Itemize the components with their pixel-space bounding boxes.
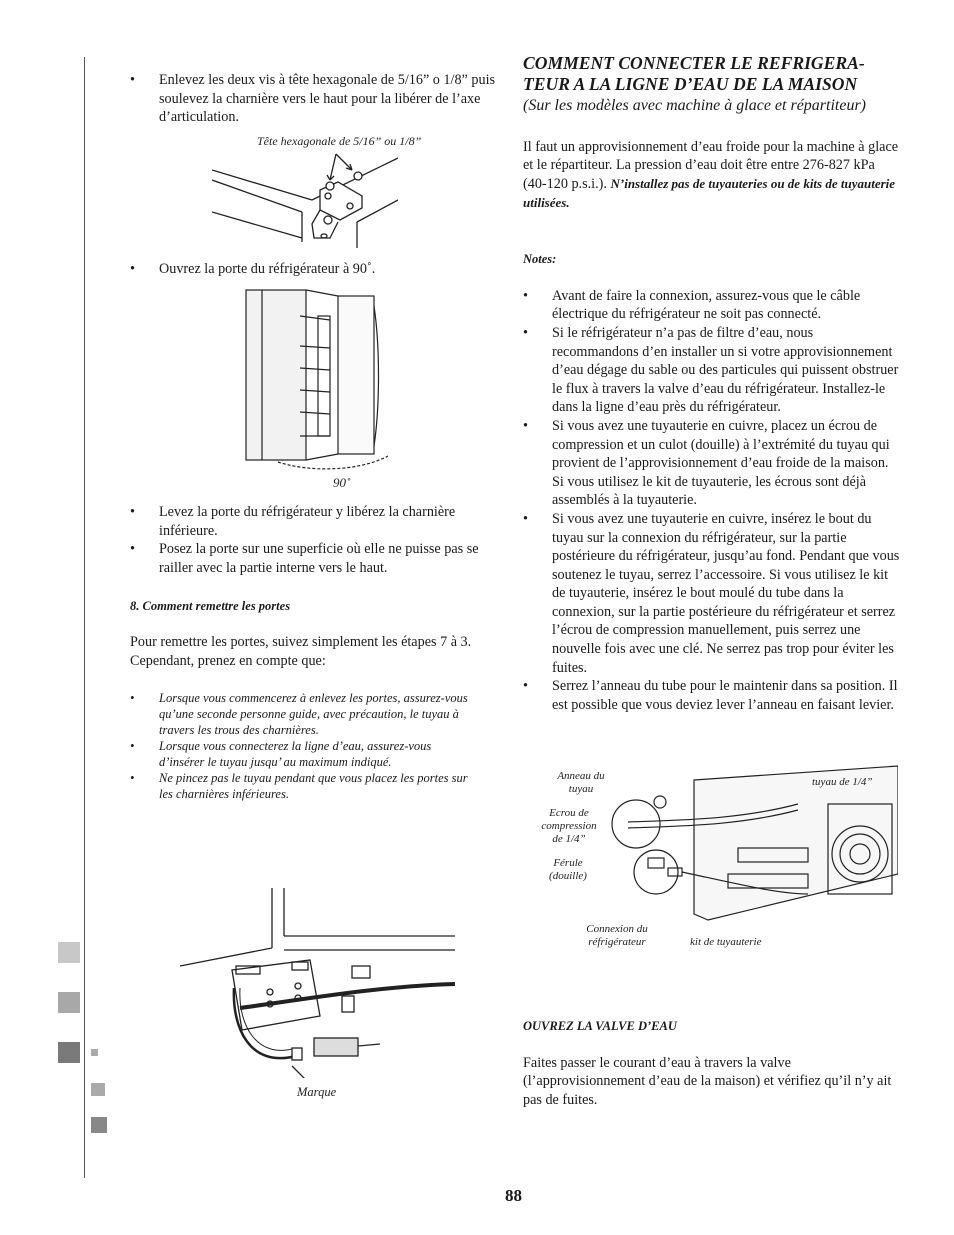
- bullet-place-door: • Posez la porte sur une superficie où elle ne puisse pas se railler avec la partie interne vers le haut.: [130, 540, 508, 577]
- left-bullet-2: [130, 260, 508, 279]
- right-column: [523, 53, 901, 714]
- step8-heading: 8. Comment remettre les portes: [130, 599, 291, 613]
- fridge-open-illustration: [238, 286, 408, 472]
- note-insert-pipe: • Lorsque vous connecterez la ligne d’eau, assurez-vous d’insérer le tuyau jusqu’ au maximum indiqué.: [130, 738, 475, 770]
- note-insert-tube: • Si vous avez une tuyauterie en cuivre, insérez le bout du tuyau sur la connexion du réfrigérateur, sur la partie postérieure du réfrigérateur, jusqu’au fond. Pendant que vous soutenez le tuyau, serrez l’accessoire. Si vous utilisez le kit de tuyauterie, insérez le bout moulé du tube dans la connexion, sur la partie postérieure du réfrigérateur et serrez l’écrou de compression manuellement, puis serrez une nouvelle fois avec une clé. Ne serrez pas trop pour éviter les fuites.: [523, 510, 901, 677]
- note-copper-nut: • Si vous avez une tuyauterie en cuivre, placez un écrou de compression et un culot (douille) à l’extrémité du tuyau qui provient de l’approvisionnement d’eau froide de la maison. Si vous utilisez le kit de tuyauterie, les écrous sont déjà assemblés à la tuyauterie.: [523, 417, 901, 510]
- valve-title: OUVREZ LA VALVE D’EAU: [523, 1019, 677, 1033]
- hinge-illustration: [212, 150, 398, 250]
- page-number: 88: [505, 1186, 522, 1205]
- valve-section: [523, 1017, 901, 1109]
- reinstall-para: Pour remettre les portes, suivez simplement les étapes 7 à 3. Cependant, prenez en compte que:: [130, 634, 472, 669]
- bullet-open-door: • Ouvrez la porte du réfrigérateur à 90˚.: [130, 260, 508, 279]
- bullet-lift-door: • Levez la porte du réfrigérateur y libérez la charnière inférieure.: [130, 503, 508, 540]
- left-column: [130, 71, 508, 127]
- intro-warning: N’installez pas de tuyauteries ou de kits de tuyauterie utilisées.: [523, 176, 896, 210]
- note-no-pinch: • Ne pincez pas le tuyau pendant que vous placez les portes sur les charnières inférieures.: [130, 770, 475, 802]
- label-connexion: Connexion du réfrigérateur: [586, 923, 648, 948]
- intro-text: Il faut un approvisionnement d’eau froide pour la machine à glace et le répartiteur. La pression d’eau doit être entre 276-827 kPa (40-120 p.s.i.).: [523, 138, 899, 192]
- section-title: COMMENT CONNECTER LE REFRIGERA-TEUR A LA LIGNE D’EAU DE LA MAISON: [523, 53, 865, 95]
- tab-marker-1: [58, 942, 80, 963]
- tab-dot-3: [91, 1117, 107, 1133]
- tab-dot-1: [91, 1049, 98, 1056]
- label-tuyau: tuyau de 1/4”: [812, 776, 873, 788]
- label-kit: kit de tuyauterie: [690, 936, 762, 948]
- intro-paragraph: [523, 138, 901, 212]
- note-cable: • Avant de faire la connexion, assurez-vous que le câble électrique du réfrigérateur ne soit pas connecté.: [523, 287, 901, 324]
- reinstall-notes: [130, 690, 475, 802]
- fig3-caption: Marque: [297, 1085, 337, 1099]
- note-filter: • Si le réfrigérateur n’a pas de filtre d’eau, nous recommandons d’en installer un si votre approvisionnement d’eau dégage du sable ou des particules qui puissent obstruer le flux à travers la valve d’eau du réfrigérateur. Installez-le dans la ligne d’eau près du réfrigérateur.: [523, 324, 901, 417]
- section-subtitle: (Sur les modèles avec machine à glace et répartiteur): [523, 96, 867, 114]
- label-ecrou: Ecrou de compression de 1/4”: [541, 807, 597, 845]
- notes-label: Notes:: [523, 252, 557, 267]
- valve-text: Faites passer le courant d’eau à travers la valve (l’approvisionnement d’eau de la maison) et vérifiez qu’il n’y ait pas de fuites.: [523, 1054, 892, 1108]
- margin-rule: [84, 57, 85, 1178]
- bottom-hinge-illustration: [180, 888, 455, 1078]
- label-ferule: Férule (douille): [549, 857, 587, 882]
- note-ring: • Serrez l’anneau du tube pour le maintenir dans sa position. Il est possible que vous deviez lever l’anneau en faisant levier.: [523, 677, 901, 714]
- tab-marker-3: [58, 1042, 80, 1063]
- fig1-caption: Tête hexagonale de 5/16” ou 1/8”: [257, 134, 422, 148]
- note-guide-pipe: • Lorsque vous commencerez à enlevez les portes, assurez-vous qu’une seconde personne guide, avec précaution, le tuyau à travers les trous des charnières.: [130, 690, 475, 738]
- label-anneau: Anneau du tuyau: [557, 770, 605, 795]
- water-connection-illustration: [598, 764, 898, 932]
- bullet-remove-screws: • Enlevez les deux vis à tête hexagonale de 5/16” o 1/8” puis soulevez la charnière vers le haut pour la libérer de l’axe d’articulation.: [130, 71, 508, 127]
- fig2-caption: 90˚: [333, 475, 351, 490]
- tab-dot-2: [91, 1083, 105, 1096]
- left-bullets-3: [130, 503, 508, 577]
- tab-marker-2: [58, 992, 80, 1013]
